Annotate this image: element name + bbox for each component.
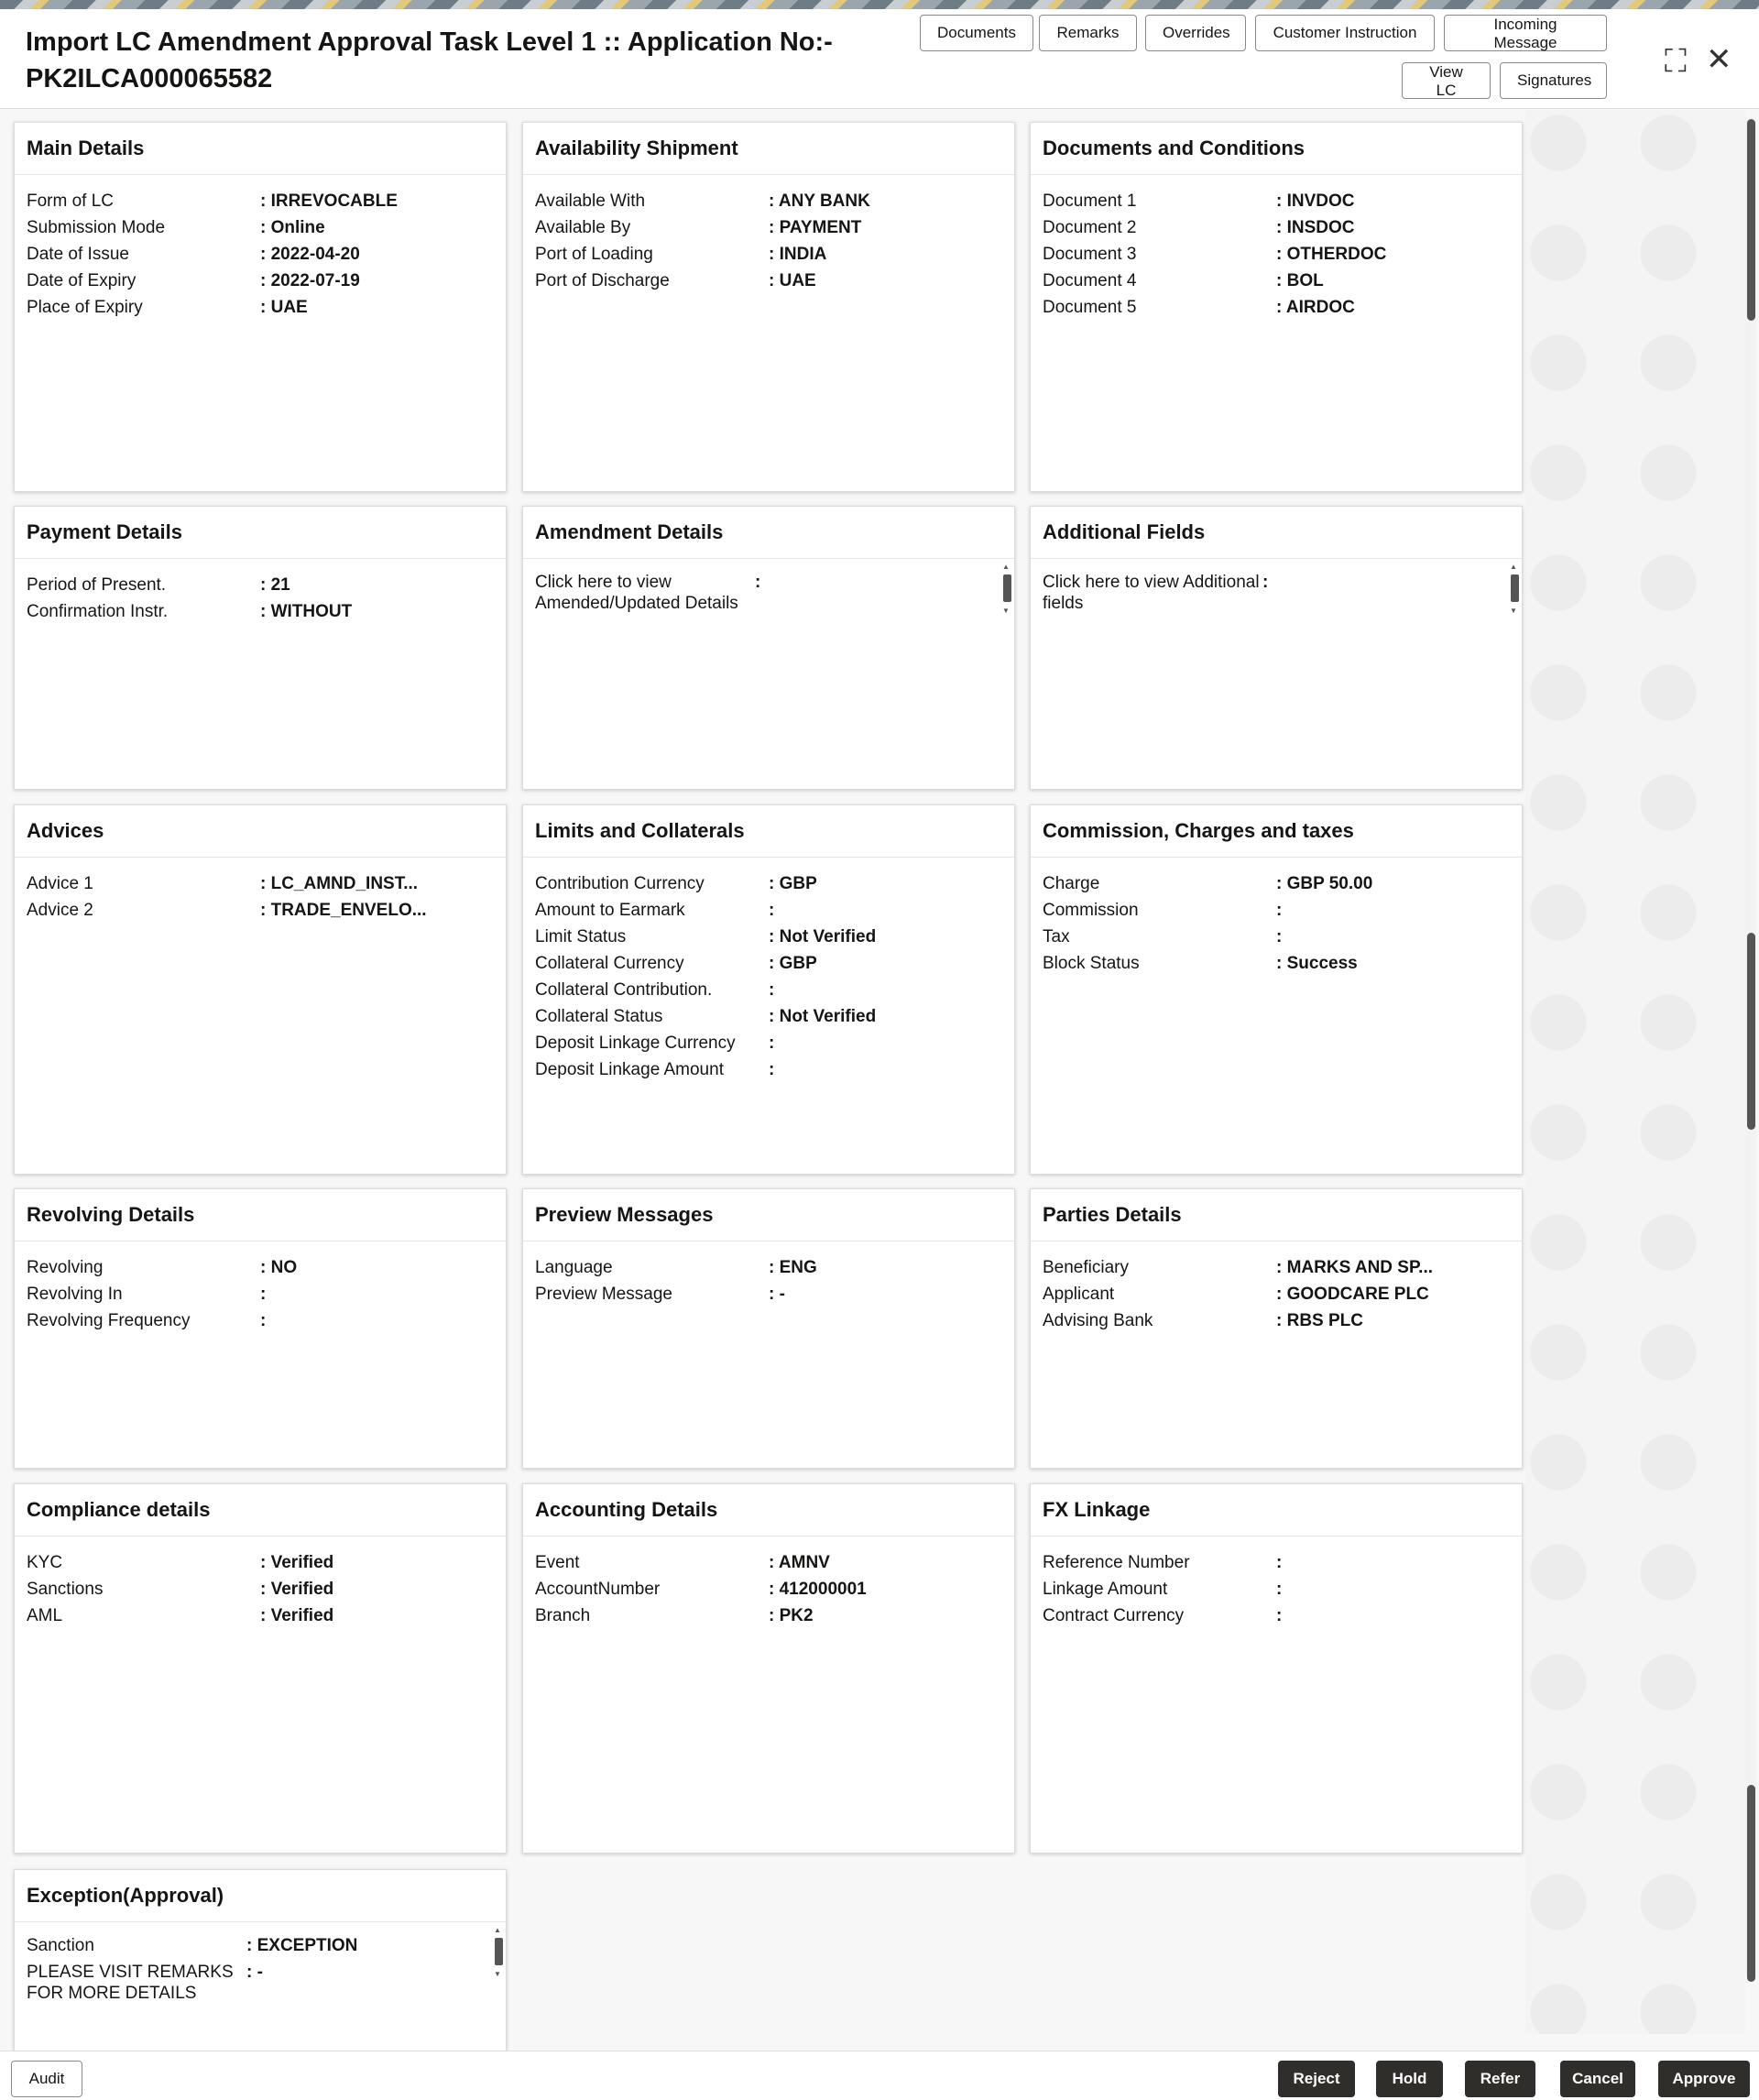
card-fields xyxy=(15,858,506,924)
card-fields xyxy=(15,1241,506,1334)
field-row xyxy=(1031,1549,1522,1576)
field-label: Sanctions xyxy=(27,1580,104,1599)
card-title: Commission, Charges and taxes xyxy=(1031,805,1522,858)
field-row xyxy=(15,1281,506,1307)
field-row xyxy=(523,870,1014,897)
field-row xyxy=(15,1602,506,1629)
field-label: Beneficiary xyxy=(1043,1258,1129,1277)
card-fields xyxy=(15,559,506,625)
field-value xyxy=(1276,1549,1282,1576)
card-fields xyxy=(15,1537,506,1629)
field-value: : Success xyxy=(1276,950,1358,977)
field-row xyxy=(523,188,1014,214)
field-label: Block Status xyxy=(1043,954,1140,973)
field-row xyxy=(15,870,506,897)
card-fields xyxy=(1031,1241,1522,1334)
card-title: Main Details xyxy=(15,123,506,175)
field-label: Available By xyxy=(535,218,631,237)
field-value: : NO xyxy=(260,1254,297,1281)
card-fields xyxy=(15,175,506,321)
field-row xyxy=(523,214,1014,241)
card-title: Additional Fields xyxy=(1031,507,1522,559)
scroll-thumb[interactable] xyxy=(1003,574,1011,602)
field-label: Language xyxy=(535,1258,613,1277)
payment-details-card xyxy=(14,506,507,790)
field-label: Tax xyxy=(1043,927,1070,946)
field-label: Preview Message xyxy=(535,1285,672,1304)
field-label: Sanction xyxy=(27,1936,94,1955)
field-value: : - xyxy=(769,1281,785,1307)
field-value: : Not Verified xyxy=(769,1003,876,1030)
field-value xyxy=(769,1030,774,1056)
field-row xyxy=(1031,950,1522,977)
card-title: Limits and Collaterals xyxy=(523,805,1014,858)
card-title: Payment Details xyxy=(15,507,506,559)
field-value: : 412000001 xyxy=(769,1576,867,1602)
field-row xyxy=(15,1307,506,1334)
card-title: FX Linkage xyxy=(1031,1484,1522,1537)
field-value: : INSDOC xyxy=(1276,214,1355,241)
field-row xyxy=(15,1935,506,1956)
field-row xyxy=(15,897,506,924)
field-row xyxy=(523,268,1014,294)
field-label: Contract Currency xyxy=(1043,1606,1185,1625)
field-label: KYC xyxy=(27,1553,63,1572)
field-label: Reference Number xyxy=(1043,1553,1190,1572)
field-value: : OTHERDOC xyxy=(1276,241,1386,268)
availability-shipment-card xyxy=(522,122,1015,492)
field-label: AML xyxy=(27,1606,63,1625)
field-row xyxy=(1031,294,1522,321)
field-label: Port of Discharge xyxy=(535,271,670,290)
field-row xyxy=(523,977,1014,1003)
field-label: Deposit Linkage Currency xyxy=(535,1034,736,1053)
field-label: PLEASE VISIT REMARKS FOR MORE DETAILS xyxy=(27,1963,234,2003)
field-row xyxy=(523,1576,1014,1602)
field-row xyxy=(523,1281,1014,1307)
audit-button[interactable]: Audit xyxy=(11,2061,82,2097)
field-row xyxy=(1031,870,1522,897)
background-pattern xyxy=(1525,110,1745,2034)
field-label: Revolving Frequency xyxy=(27,1311,191,1330)
field-row xyxy=(15,572,506,598)
field-label: Revolving xyxy=(27,1258,104,1277)
field-label: Place of Expiry xyxy=(27,298,143,317)
field-value: : ANY BANK xyxy=(769,188,870,214)
field-label: Collateral Currency xyxy=(535,954,684,973)
field-label: Document 1 xyxy=(1043,191,1137,211)
scroll-up-icon[interactable]: ▲ xyxy=(1002,563,1010,571)
overrides-button[interactable]: Overrides xyxy=(1145,15,1246,51)
field-value: : 2022-04-20 xyxy=(260,241,360,268)
field-label: Amount to Earmark xyxy=(535,901,685,920)
field-value xyxy=(755,572,760,614)
customer-instruction-button[interactable]: Customer Instruction xyxy=(1255,15,1435,51)
field-label: Click here to view Additional fields xyxy=(1043,573,1260,613)
field-value: : Verified xyxy=(260,1549,333,1576)
card-fields xyxy=(523,559,1014,614)
scroll-thumb[interactable] xyxy=(1511,574,1519,602)
field-value: : Verified xyxy=(260,1576,333,1602)
field-label: Advice 1 xyxy=(27,874,93,893)
field-label: Limit Status xyxy=(535,927,627,946)
field-row xyxy=(523,1254,1014,1281)
field-row xyxy=(15,1576,506,1602)
field-value: : LC_AMND_INST... xyxy=(260,870,418,897)
field-row xyxy=(523,1056,1014,1083)
card-fields xyxy=(523,858,1014,1083)
card-fields xyxy=(15,1922,506,2004)
field-row xyxy=(1031,268,1522,294)
field-row xyxy=(523,241,1014,268)
scroll-down-icon[interactable]: ▼ xyxy=(1002,607,1010,615)
field-row xyxy=(15,598,506,625)
field-value: : - xyxy=(246,1962,263,2004)
field-row xyxy=(15,268,506,294)
field-label: Commission xyxy=(1043,901,1139,920)
hold-button[interactable]: Hold xyxy=(1376,2061,1443,2097)
field-row xyxy=(15,214,506,241)
field-value: : AIRDOC xyxy=(1276,294,1355,321)
field-label: Document 4 xyxy=(1043,271,1137,290)
field-row xyxy=(15,188,506,214)
field-label: Linkage Amount xyxy=(1043,1580,1168,1599)
field-value xyxy=(1276,924,1282,950)
scroll-thumb[interactable] xyxy=(495,1938,503,1965)
top-banner-strip xyxy=(0,0,1759,9)
action-footer xyxy=(0,2051,1759,2100)
card-title: Parties Details xyxy=(1031,1189,1522,1241)
field-value xyxy=(1276,1576,1282,1602)
card-fields xyxy=(1031,858,1522,977)
field-value: : WITHOUT xyxy=(260,598,352,625)
card-fields xyxy=(1031,559,1522,614)
field-label: Collateral Contribution. xyxy=(535,980,713,1000)
field-value xyxy=(1276,897,1282,924)
field-value: : 2022-07-19 xyxy=(260,268,360,294)
compliance-details-card xyxy=(14,1483,507,1854)
field-label: Branch xyxy=(535,1606,591,1625)
revolving-details-card xyxy=(14,1188,507,1469)
field-row xyxy=(1031,1281,1522,1307)
card-title: Accounting Details xyxy=(523,1484,1014,1537)
view-lc-button[interactable]: View LC xyxy=(1402,62,1491,99)
field-value: : AMNV xyxy=(769,1549,830,1576)
card-title: Documents and Conditions xyxy=(1031,123,1522,175)
field-value: : INVDOC xyxy=(1276,188,1355,214)
field-value xyxy=(1276,1602,1282,1629)
field-value: : UAE xyxy=(260,294,308,321)
card-scrollbar[interactable] xyxy=(493,1927,504,1978)
reject-button[interactable]: Reject xyxy=(1278,2061,1355,2097)
field-row xyxy=(523,897,1014,924)
scroll-down-icon[interactable]: ▼ xyxy=(494,1970,501,1978)
field-value xyxy=(769,897,774,924)
field-value: : PK2 xyxy=(769,1602,814,1629)
field-row[interactable] xyxy=(523,572,1014,614)
field-value: : MARKS AND SP... xyxy=(1276,1254,1433,1281)
field-value: : RBS PLC xyxy=(1276,1307,1363,1334)
field-label: Port of Loading xyxy=(535,245,653,264)
field-value xyxy=(769,977,774,1003)
signatures-button[interactable]: Signatures xyxy=(1500,62,1607,99)
exception-approval-card xyxy=(14,1869,507,2052)
field-label: Date of Issue xyxy=(27,245,129,264)
field-value xyxy=(260,1307,266,1334)
card-fields xyxy=(1031,1537,1522,1629)
field-row xyxy=(1031,214,1522,241)
field-value: : GBP xyxy=(769,870,817,897)
parties-details-card xyxy=(1030,1188,1523,1469)
field-value: : IRREVOCABLE xyxy=(260,188,398,214)
field-row xyxy=(1031,897,1522,924)
scroll-down-icon[interactable]: ▼ xyxy=(1510,607,1517,615)
close-icon[interactable]: ✕ xyxy=(1706,42,1732,77)
field-row xyxy=(1031,1602,1522,1629)
field-label: Document 3 xyxy=(1043,245,1137,264)
field-row xyxy=(1031,924,1522,950)
field-row xyxy=(1031,241,1522,268)
limits-and-collaterals-card xyxy=(522,804,1015,1175)
scroll-up-icon[interactable]: ▲ xyxy=(1510,563,1517,571)
amendment-details-card xyxy=(522,506,1015,790)
field-row xyxy=(1031,1307,1522,1334)
card-fields xyxy=(523,1241,1014,1307)
field-row xyxy=(1031,1576,1522,1602)
documents-and-conditions-card xyxy=(1030,122,1523,492)
field-value xyxy=(260,1281,266,1307)
field-label: Click here to view Amended/Updated Details xyxy=(535,573,738,613)
advices-card xyxy=(14,804,507,1175)
field-label: AccountNumber xyxy=(535,1580,661,1599)
field-row xyxy=(15,241,506,268)
task-header xyxy=(0,9,1759,109)
field-row xyxy=(523,950,1014,977)
card-title: Exception(Approval) xyxy=(15,1870,506,1922)
field-label: Advising Bank xyxy=(1043,1311,1153,1330)
scrollbar-thumb[interactable] xyxy=(1747,933,1755,1130)
field-value xyxy=(1262,572,1268,614)
field-value: : GOODCARE PLC xyxy=(1276,1281,1429,1307)
field-label: Collateral Status xyxy=(535,1007,663,1026)
field-label: Period of Present. xyxy=(27,575,167,595)
field-value: : Not Verified xyxy=(769,924,876,950)
field-value: : 21 xyxy=(260,572,290,598)
field-row[interactable] xyxy=(1031,572,1522,614)
refer-button[interactable]: Refer xyxy=(1465,2061,1535,2097)
preview-messages-card xyxy=(522,1188,1015,1469)
field-value: : BOL xyxy=(1276,268,1324,294)
field-label: Form of LC xyxy=(27,191,115,211)
field-row xyxy=(15,1549,506,1576)
card-title: Availability Shipment xyxy=(523,123,1014,175)
field-label: Available With xyxy=(535,191,646,211)
field-label: Revolving In xyxy=(27,1285,123,1304)
card-scrollbar[interactable] xyxy=(1509,563,1520,615)
field-value: : ENG xyxy=(769,1254,817,1281)
scrollbar-thumb[interactable] xyxy=(1747,119,1755,321)
card-title: Revolving Details xyxy=(15,1189,506,1241)
scroll-up-icon[interactable]: ▲ xyxy=(494,1926,501,1934)
field-label: Advice 2 xyxy=(27,901,93,920)
field-label: Confirmation Instr. xyxy=(27,602,169,621)
field-row xyxy=(523,1549,1014,1576)
field-value: : UAE xyxy=(769,268,816,294)
field-row xyxy=(523,924,1014,950)
field-row xyxy=(15,1962,506,2004)
field-label: Contribution Currency xyxy=(535,874,705,893)
field-row xyxy=(523,1602,1014,1629)
card-scrollbar[interactable] xyxy=(1001,563,1012,615)
additional-fields-card xyxy=(1030,506,1523,790)
collapse-icon[interactable]: ⛶ xyxy=(1665,44,1687,79)
main-details-card xyxy=(14,122,507,492)
field-row xyxy=(523,1003,1014,1030)
commission-charges-taxes-card xyxy=(1030,804,1523,1175)
field-row xyxy=(15,1254,506,1281)
field-row xyxy=(15,294,506,321)
field-value: : GBP xyxy=(769,950,817,977)
card-fields xyxy=(1031,175,1522,321)
field-value: : Online xyxy=(260,214,325,241)
field-row xyxy=(1031,1254,1522,1281)
field-row xyxy=(1031,188,1522,214)
field-value: : EXCEPTION xyxy=(246,1935,357,1956)
documents-button[interactable]: Documents xyxy=(920,15,1033,51)
field-label: Submission Mode xyxy=(27,218,166,237)
incoming-message-button[interactable]: Incoming Message xyxy=(1444,15,1607,51)
field-value xyxy=(769,1056,774,1083)
scrollbar-thumb[interactable] xyxy=(1747,1785,1755,1982)
cancel-button[interactable]: Cancel xyxy=(1560,2061,1635,2097)
remarks-button[interactable]: Remarks xyxy=(1039,15,1137,51)
field-label: Charge xyxy=(1043,874,1100,893)
card-title: Preview Messages xyxy=(523,1189,1014,1241)
approve-button[interactable]: Approve xyxy=(1658,2061,1750,2097)
field-label: Date of Expiry xyxy=(27,271,137,290)
field-value: : GBP 50.00 xyxy=(1276,870,1372,897)
field-value: : Verified xyxy=(260,1602,333,1629)
page-title: Import LC Amendment Approval Task Level 1 :: Application No:- PK2ILCA000065582 xyxy=(26,27,833,93)
field-row xyxy=(523,1030,1014,1056)
field-value: : TRADE_ENVELO... xyxy=(260,897,427,924)
accounting-details-card xyxy=(522,1483,1015,1854)
field-label: Event xyxy=(535,1553,580,1572)
field-label: Deposit Linkage Amount xyxy=(535,1060,724,1079)
field-value: : INDIA xyxy=(769,241,826,268)
card-fields xyxy=(523,175,1014,294)
field-label: Document 2 xyxy=(1043,218,1137,237)
field-label: Document 5 xyxy=(1043,298,1137,317)
card-fields xyxy=(523,1537,1014,1629)
field-label: Applicant xyxy=(1043,1285,1115,1304)
fx-linkage-card xyxy=(1030,1483,1523,1854)
card-title: Amendment Details xyxy=(523,507,1014,559)
card-title: Advices xyxy=(15,805,506,858)
field-value: : PAYMENT xyxy=(769,214,861,241)
card-title: Compliance details xyxy=(15,1484,506,1537)
